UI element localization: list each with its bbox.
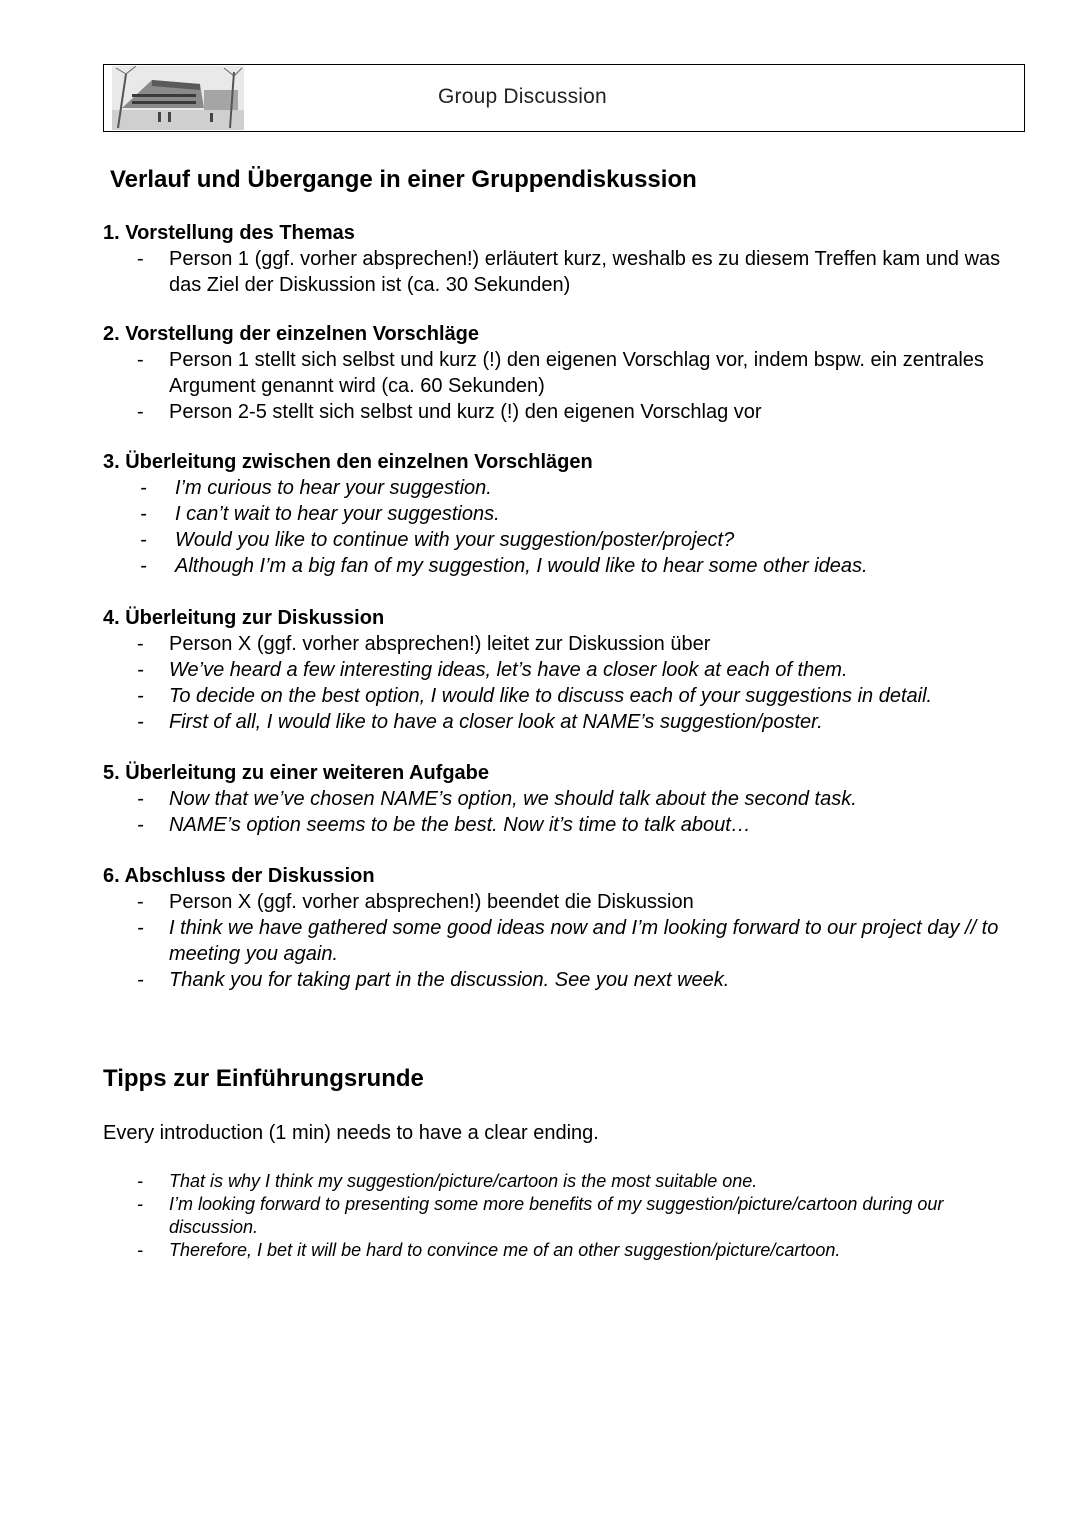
section-heading: 2. Vorstellung der einzelnen Vorschläge xyxy=(103,323,480,345)
bullet-dash: - xyxy=(140,529,147,551)
bullet-dash: - xyxy=(140,555,147,577)
section-heading: 6. Abschluss der Diskussion xyxy=(103,865,375,887)
item-text: Person X (ggf. vorher absprechen!) beendet die Diskussion xyxy=(169,891,694,913)
bullet-dash: - xyxy=(137,891,144,913)
item-text: I’m looking forward to presenting some more benefits of my suggestion/picture/cartoon during our discussion. xyxy=(169,1194,944,1237)
bullet-dash: - xyxy=(137,685,144,707)
bullet-dash: - xyxy=(137,1171,143,1191)
list-item xyxy=(103,683,1033,709)
list-item xyxy=(103,475,1033,501)
list-item xyxy=(103,657,1033,683)
bullet-dash: - xyxy=(137,711,144,733)
bullet-dash: - xyxy=(137,1240,143,1260)
list-item xyxy=(103,812,1033,838)
section-4 xyxy=(103,605,1033,735)
list-item xyxy=(103,527,1033,553)
bullet-dash: - xyxy=(137,1194,143,1214)
bullet-dash: - xyxy=(137,814,144,836)
list-item xyxy=(103,553,1033,579)
item-text: That is why I think my suggestion/picture/cartoon is the most suitable one. xyxy=(169,1171,758,1191)
item-text: I think we have gathered some good ideas now and I’m looking forward to our project day // to meeting you again. xyxy=(169,917,999,965)
school-building-image xyxy=(112,66,244,130)
section-3 xyxy=(103,449,1033,579)
section-2 xyxy=(103,321,1033,425)
item-text: First of all, I would like to have a closer look at NAME’s suggestion/poster. xyxy=(169,711,823,733)
item-text: Person 1 (ggf. vorher absprechen!) erläutert kurz, weshalb es zu diesem Treffen kam und was das Ziel der Diskussion ist (ca. 30 Sekunden) xyxy=(169,248,1001,296)
bullet-dash: - xyxy=(140,477,147,499)
item-text: NAME’s option seems to be the best. Now it’s time to talk about… xyxy=(169,814,751,836)
bullet-dash: - xyxy=(137,349,144,371)
section-heading: 3. Überleitung zwischen den einzelnen Vorschlägen xyxy=(103,451,593,473)
item-text: Now that we’ve chosen NAME’s option, we should talk about the second task. xyxy=(169,788,857,810)
section-heading: 4. Überleitung zur Diskussion xyxy=(103,607,385,629)
tips-heading: Tipps zur Einführungsrunde xyxy=(103,1065,424,1092)
item-text: We’ve heard a few interesting ideas, let’s have a closer look at each of them. xyxy=(169,659,848,681)
list-item xyxy=(103,246,1033,298)
item-text: I’m curious to hear your suggestion. xyxy=(175,477,492,499)
list-item xyxy=(103,915,1033,967)
bullet-dash: - xyxy=(137,401,144,423)
section-1 xyxy=(103,220,1033,298)
document-title: Verlauf und Übergange in einer Gruppendiskussion xyxy=(110,166,697,193)
item-text: Therefore, I bet it will be hard to convince me of an other suggestion/picture/cartoon. xyxy=(169,1240,841,1260)
list-item xyxy=(103,889,1033,915)
item-text: Thank you for taking part in the discussion. See you next week. xyxy=(169,969,730,991)
section-6 xyxy=(103,863,1033,993)
list-item xyxy=(103,1170,1033,1193)
tips-intro: Every introduction (1 min) needs to have a clear ending. xyxy=(103,1122,599,1144)
list-item xyxy=(103,967,1033,993)
list-item xyxy=(103,399,1033,425)
section-heading: 1. Vorstellung des Themas xyxy=(103,222,355,244)
section-5 xyxy=(103,760,1033,838)
bullet-dash: - xyxy=(137,788,144,810)
item-text: Person 2-5 stellt sich selbst und kurz (!) den eigenen Vorschlag vor xyxy=(169,401,762,423)
list-item xyxy=(103,631,1033,657)
bullet-dash: - xyxy=(137,659,144,681)
item-text: Person 1 stellt sich selbst und kurz (!) den eigenen Vorschlag vor, indem bspw. ein zentrales Argument genannt wird (ca. 60 Sekunden) xyxy=(169,349,984,397)
item-text: Person X (ggf. vorher absprechen!) leitet zur Diskussion über xyxy=(169,633,711,655)
bullet-dash: - xyxy=(137,633,144,655)
list-item xyxy=(103,501,1033,527)
page-header xyxy=(103,64,1025,132)
list-item xyxy=(103,1193,1033,1239)
list-item xyxy=(103,1239,1033,1262)
item-text: To decide on the best option, I would like to discuss each of your suggestions in detail. xyxy=(169,685,933,707)
list-item xyxy=(103,709,1033,735)
bullet-dash: - xyxy=(137,917,144,939)
bullet-dash: - xyxy=(137,248,144,270)
item-text: I can’t wait to hear your suggestions. xyxy=(175,503,500,525)
tips-list xyxy=(103,1170,1033,1262)
item-text: Although I’m a big fan of my suggestion, I would like to hear some other ideas. xyxy=(175,555,868,577)
bullet-dash: - xyxy=(137,969,144,991)
list-item xyxy=(103,786,1033,812)
section-heading: 5. Überleitung zu einer weiteren Aufgabe xyxy=(103,762,489,784)
list-item xyxy=(103,347,1033,399)
bullet-dash: - xyxy=(140,503,147,525)
header-title: Group Discussion xyxy=(438,85,607,108)
item-text: Would you like to continue with your suggestion/poster/project? xyxy=(175,529,735,551)
